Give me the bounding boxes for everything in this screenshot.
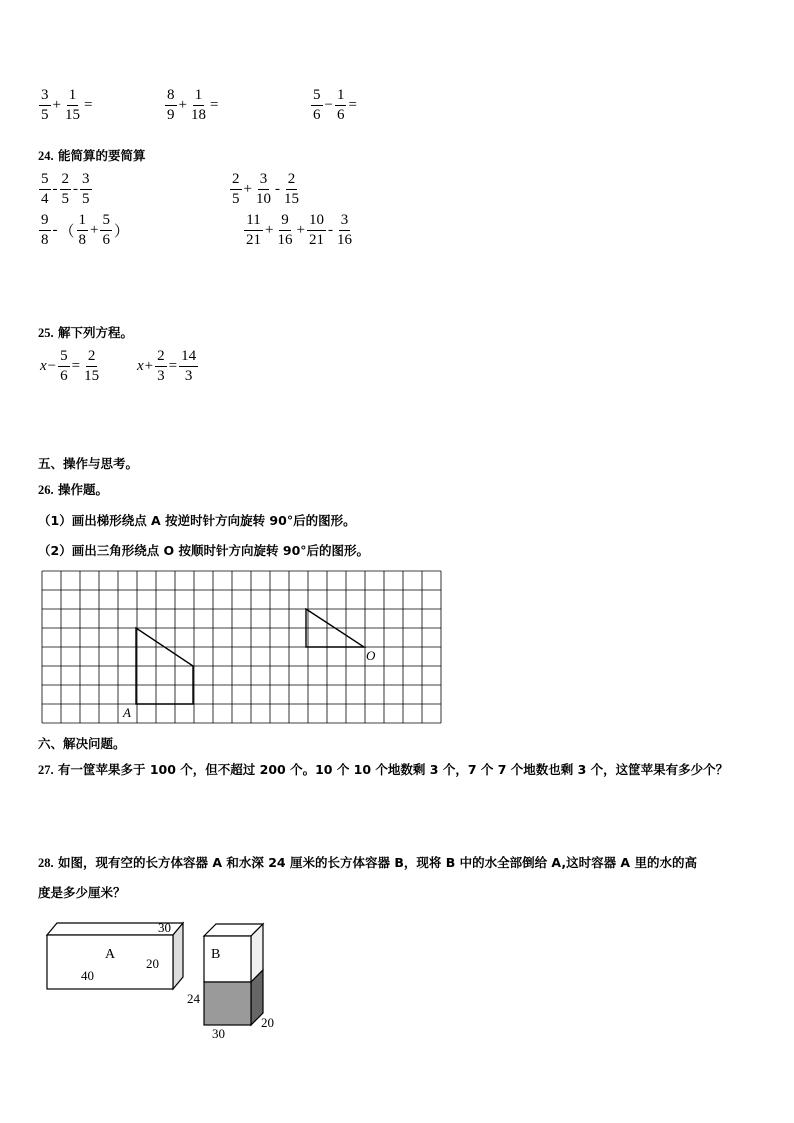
denominator: 6 [60, 368, 68, 384]
numerator: 2 [86, 349, 98, 367]
numerator: 2 [230, 172, 242, 190]
numerator: 5 [58, 349, 70, 367]
equals-sign: = [83, 97, 93, 113]
operator: + [144, 358, 154, 374]
question-text: 操作题。 [57, 482, 108, 497]
question-number: 28. [38, 856, 54, 870]
operator: − [47, 358, 57, 374]
denominator: 5 [41, 107, 49, 123]
numerator: 3 [39, 88, 51, 106]
numerator: 3 [339, 213, 351, 231]
operator: + [296, 222, 305, 238]
numerator: 2 [286, 172, 298, 190]
denominator: 4 [41, 191, 49, 207]
denominator: 6 [336, 107, 345, 123]
operator: − [324, 97, 333, 113]
point-o-label: O [366, 648, 376, 663]
box-a-height-label: 20 [146, 956, 159, 971]
numerator: 5 [100, 213, 112, 231]
box-a-width-label: 30 [158, 920, 171, 935]
equals-sign: = [168, 358, 178, 374]
denominator: 5 [82, 191, 90, 207]
question-27 [38, 760, 728, 778]
numerator: 2 [155, 349, 167, 367]
numerator: 9 [39, 213, 51, 231]
denominator: 21 [246, 232, 261, 248]
numerator: 1 [335, 88, 347, 106]
denominator: 15 [64, 107, 80, 123]
numerator: 5 [39, 172, 51, 190]
question-text: 有一筐苹果多于 100 个，但不超过 200 个。10 个 10 个地数剩 3 个，7 个 7 个地数也剩 3 个，这筐苹果有多少个？ [57, 762, 729, 777]
section-5-heading: 五、操作与思考。 [38, 456, 139, 471]
left-paren: （ [59, 224, 75, 240]
equals-sign: = [209, 97, 219, 113]
denominator: 3 [157, 368, 165, 384]
denominator: 5 [232, 191, 240, 207]
denominator: 9 [167, 107, 175, 123]
question-number: 25. [38, 326, 54, 340]
operator: - [52, 222, 58, 238]
box-b-water [204, 982, 251, 1025]
question-number: 26. [38, 483, 54, 497]
operator: + [265, 222, 274, 238]
numerator: 11 [244, 213, 262, 231]
operator: + [178, 97, 187, 113]
denominator: 6 [313, 107, 321, 123]
box-b-label: B [211, 947, 221, 962]
denominator: 15 [283, 191, 299, 207]
equals-sign: = [71, 358, 81, 374]
denominator: 21 [308, 232, 324, 248]
question-text: 解下列方程。 [57, 325, 133, 340]
box-a-side [173, 923, 183, 989]
question-text: 能简算的要简算 [57, 148, 146, 163]
operator: - [327, 222, 333, 238]
numerator: 14 [179, 349, 198, 367]
denominator: 5 [61, 191, 69, 207]
numerator: 3 [80, 172, 92, 190]
section-6-heading: 六、解决问题。 [38, 736, 126, 751]
q26-sub-1: （1）画出梯形绕点 A 按逆时针方向旋转 90°后的图形。 [38, 513, 356, 528]
numerator: 9 [279, 213, 291, 231]
box-a-length-label: 40 [81, 968, 94, 983]
point-a-label: A [123, 705, 131, 720]
box-b-water-depth-label: 24 [187, 991, 200, 1006]
operator: - [52, 181, 58, 197]
question-28-line-2: 度是多少厘米？ [38, 885, 126, 900]
square-grid [42, 571, 441, 723]
question-number: 27. [38, 763, 54, 777]
numerator: 8 [165, 88, 177, 106]
right-paren: ） [113, 224, 129, 240]
denominator: 16 [336, 232, 352, 248]
numerator: 1 [77, 213, 89, 231]
variable-x: x [137, 358, 144, 374]
numerator: 10 [307, 213, 326, 231]
box-b-width-label: 20 [261, 1015, 274, 1030]
box-b-length-label: 30 [212, 1026, 225, 1041]
numerator: 3 [258, 172, 270, 190]
operator: + [52, 97, 61, 113]
operator: - [73, 181, 78, 197]
q26-sub-2: （2）画出三角形绕点 O 按顺时针方向旋转 90°后的图形。 [38, 543, 370, 558]
variable-x: x [40, 358, 47, 374]
operator: + [90, 222, 99, 238]
question-28-line-1 [38, 853, 697, 871]
denominator: 10 [255, 191, 271, 207]
denominator: 8 [41, 232, 49, 248]
numerator: 1 [193, 88, 205, 106]
equals-sign: = [348, 97, 357, 113]
denominator: 6 [102, 232, 110, 248]
denominator: 18 [190, 107, 206, 123]
numerator: 5 [311, 88, 323, 106]
question-text: 如图，现有空的长方体容器 A 和水深 24 厘米的长方体容器 B，现将 B 中的水全部倒给 A,这时容器 A 里的水的高 [57, 855, 697, 870]
box-a-label: A [105, 947, 116, 962]
denominator: 3 [184, 368, 193, 384]
operator: - [274, 181, 280, 197]
denominator: 16 [277, 232, 293, 248]
denominator: 15 [84, 368, 100, 384]
numerator: 2 [60, 172, 72, 190]
question-number: 24. [38, 149, 54, 163]
container-b-figure [204, 924, 263, 1025]
numerator: 1 [67, 88, 79, 106]
operator: + [243, 181, 252, 197]
denominator: 8 [78, 232, 87, 248]
